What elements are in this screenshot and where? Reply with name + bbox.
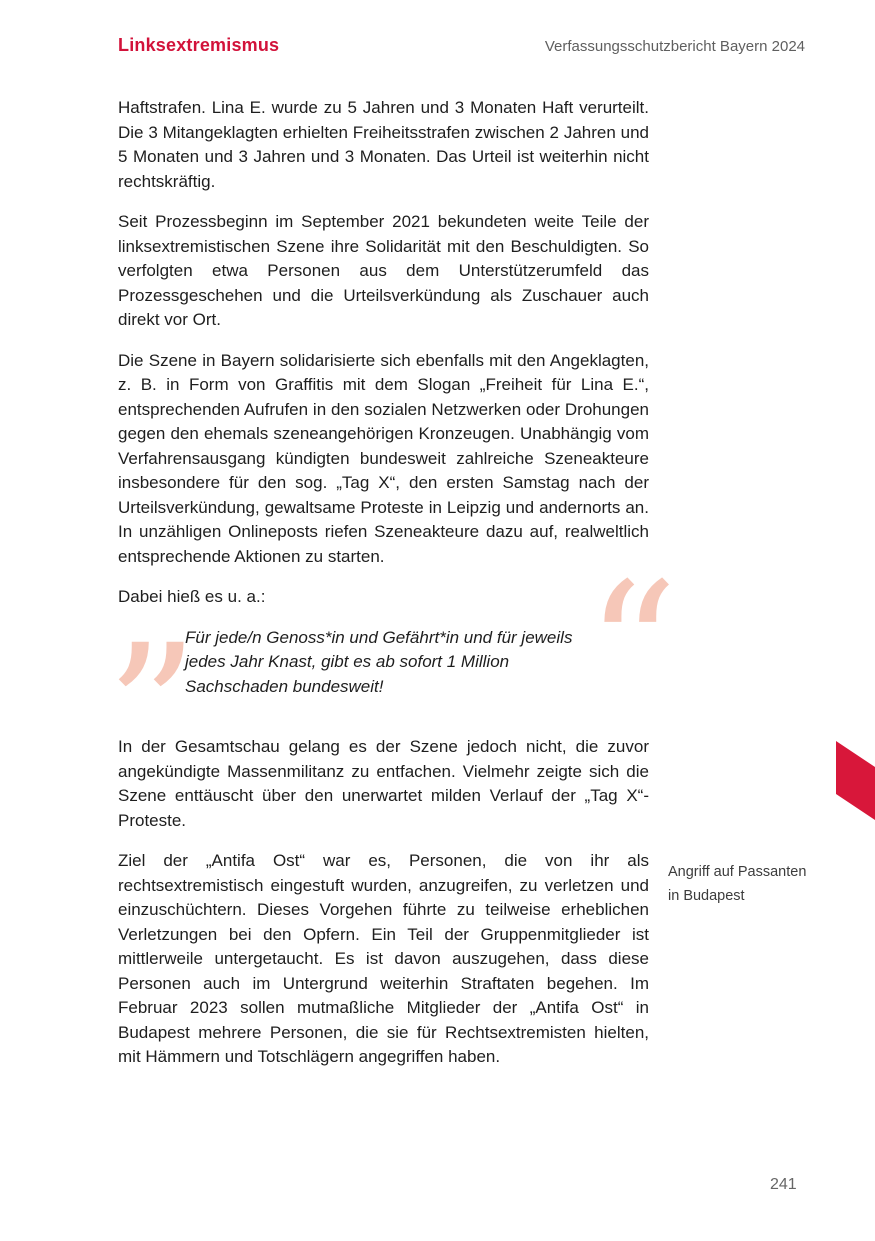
report-title: Verfassungsschutzbericht Bayern 2024 bbox=[544, 38, 805, 55]
page-header bbox=[118, 35, 805, 56]
paragraph: Haftstrafen. Lina E. wurde zu 5 Jahren und 3 Monaten Haft verurteilt. Die 3 Mitangeklagten erhielten Freiheitsstrafen zwischen 2 Jahren und 5 Monaten und 3 Jahren und 3 Monaten. Das Urteil ist weiterhin nicht rechtskräftig. bbox=[118, 98, 649, 191]
margin-note: Angriff auf Passanten in Budapest bbox=[668, 864, 807, 904]
body-column bbox=[118, 96, 649, 1086]
pull-quote: Für jede/n Genoss*in und Gefährt*in und für jeweils jedes Jahr Knast, gibt es ab sofort 1 Million Sachschaden bundesweit! bbox=[185, 627, 573, 696]
page-number: 241 bbox=[770, 1176, 797, 1193]
closing-quote-icon: ” bbox=[106, 607, 199, 816]
paragraph: Die Szene in Bayern solidarisierte sich ebenfalls mit den Angeklagten, z. B. in Form von Graffitis mit dem Slogan „Freiheit für Lina E.“, entsprechenden Aufrufen in den sozialen Netzwerken oder Drohungen gegen den ehemals szeneangehörigen Kronzeugen. Unabhängig vom Verfahrensausgang kündigten bundesweit zahlreiche Szeneakteure insbesondere für den sog. „Tag X“, den ersten Samstag nach der Urteilsverkündung, gewaltsame Proteste in Leipzig und andernorts an. In unzähligen Onlineposts riefen Szeneakteure dazu auf, realweltlich entsprechende Aktionen zu starten. bbox=[118, 350, 649, 566]
quote-intro: Dabei hieß es u. a.: bbox=[118, 587, 266, 606]
page-edge-flag-icon bbox=[836, 741, 875, 821]
paragraph: Seit Prozessbeginn im September 2021 bekundeten weite Teile der linksextremistischen Szene ihre Solidarität mit den Beschuldigten. So verfolgten etwa Personen aus dem Unterstützerumfeld das Prozessgeschehen und die Urteilsverkündung als Zuschauer auch direkt vor Ort. bbox=[118, 212, 649, 329]
paragraph: In der Gesamtschau gelang es der Szene jedoch nicht, die zuvor angekündigte Massenmilitanz zu entfachen. Vielmehr zeigte sich die Szene enttäuscht über den unerwartet milden Verlauf der „Tag X“-Proteste. bbox=[118, 737, 649, 830]
section-title: Linksextremismus bbox=[118, 35, 280, 55]
paragraph: Ziel der „Antifa Ost“ war es, Personen, die von ihr als rechtsextremistisch eingestuft wurden, anzugreifen, zu verletzen und einzuschüchtern. Dieses Vorgehen führte zu teilweise erheblichen Verletzungen bei den Opfern. Ein Teil der Gruppenmitglieder ist mittlerweile untergetaucht. Es ist davon auszugehen, dass diese Personen auch im Untergrund weiterhin Straftaten begehen. Im Februar 2023 sollen mutmaßliche Mitglieder der „Antifa Ost“ in Budapest mehrere Personen, die sie für Rechtsextremisten hielten, mit Hämmern und Totschlägern angegriffen haben. bbox=[118, 851, 649, 1066]
opening-quote-icon: “ bbox=[586, 545, 679, 754]
